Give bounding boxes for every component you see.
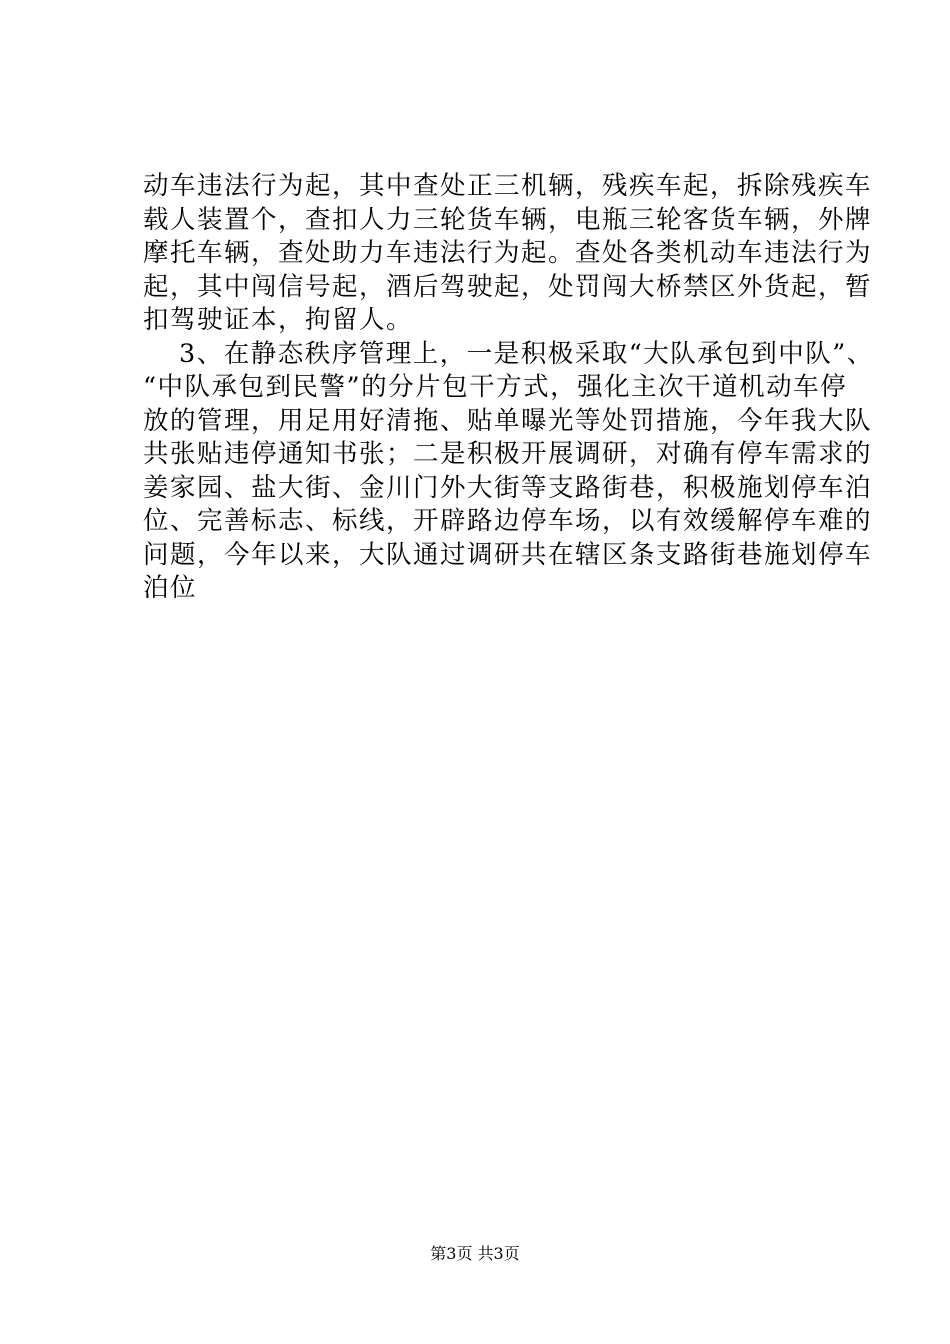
text-line: 载人装置个，查扣人力三轮货车辆，电瓶三轮客货车辆，外牌 xyxy=(143,204,873,235)
paragraph-start-line: 3、在静态秩序管理上，一是积极采取“大队承包到中队”、 xyxy=(179,338,874,369)
text-line: 放的管理，用足用好清拖、贴单曝光等处罚措施，今年我大队 xyxy=(143,405,873,436)
text-line: 姜家园、盐大街、金川门外大街等支路街巷，积极施划停车泊 xyxy=(143,472,873,503)
page-indicator: 第3页 共3页 xyxy=(430,1244,520,1263)
text-line: 共张贴违停通知书张；二是积极开展调研，对确有停车需求的 xyxy=(143,439,873,469)
text-line: 泊位 xyxy=(143,573,198,603)
text-line: 位、完善标志、标线，开辟路边停车场，以有效缓解停车难的 xyxy=(143,506,873,536)
text-line: 摩托车辆，查处助力车违法行为起。查处各类机动车违法行为 xyxy=(143,238,873,268)
text-line: “中队承包到民警”的分片包干方式，强化主次干道机动车停 xyxy=(143,372,848,402)
text-line: 扣驾驶证本，拘留人。 xyxy=(143,305,414,335)
text-line: 起，其中闯信号起，酒后驾驶起，处罚闯大桥禁区外货起，暂 xyxy=(143,271,873,302)
page-footer xyxy=(0,1244,950,1264)
text-line: 问题，今年以来，大队通过调研共在辖区条支路街巷施划停车 xyxy=(143,539,873,570)
text-line: 动车违法行为起，其中查处正三机辆，残疾车起，拆除残疾车 xyxy=(143,171,873,201)
body-text xyxy=(143,170,874,606)
